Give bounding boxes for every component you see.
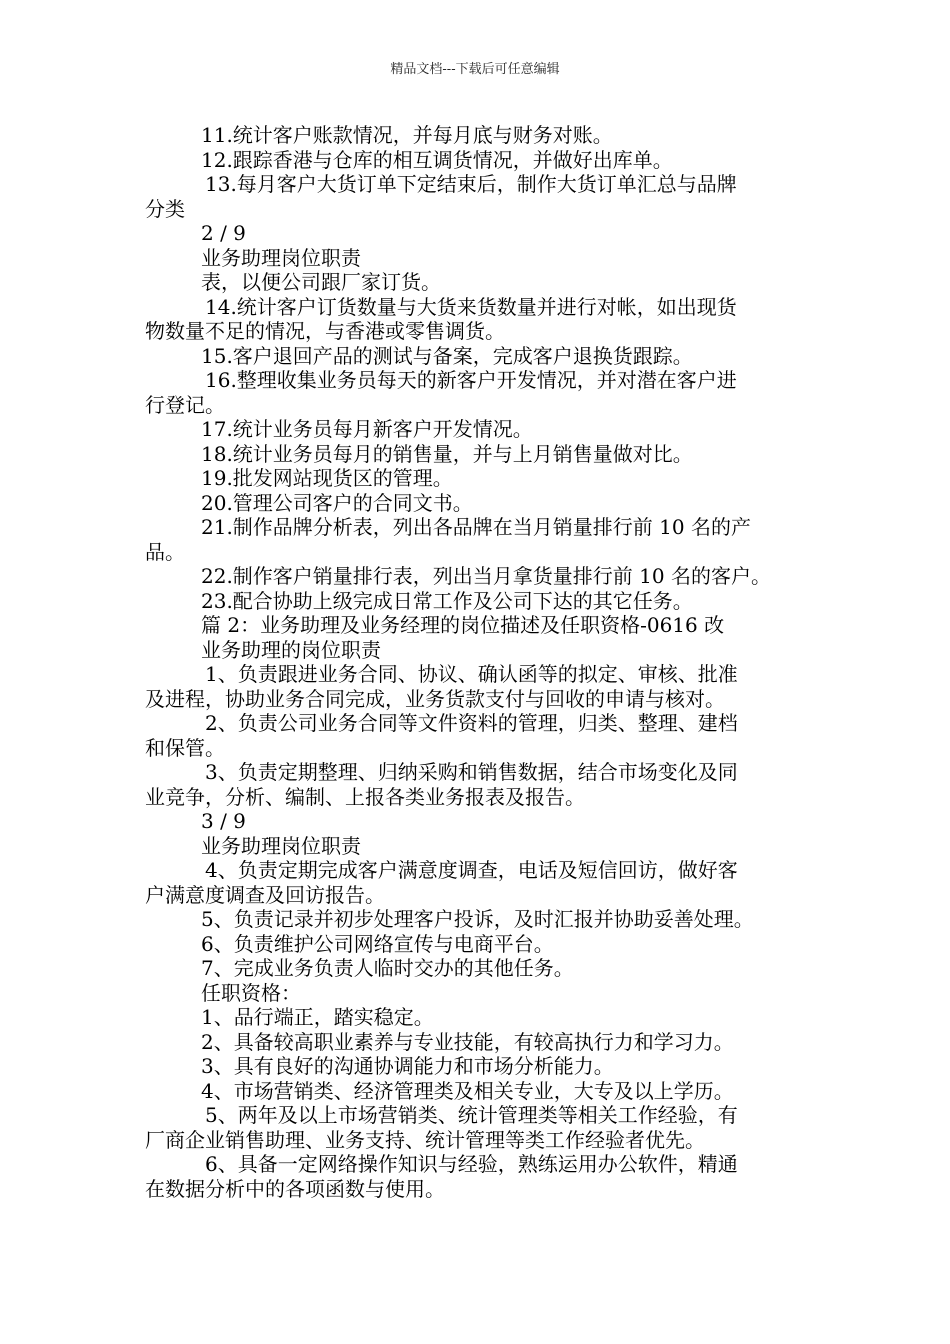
text-line: 厂商企业销售助理、业务支持、统计管理等类工作经验者优先。	[145, 1127, 705, 1152]
text-line: 3、具有良好的沟通协调能力和市场分析能力。	[201, 1054, 614, 1078]
text-line: 22.制作客户销量排行表，列出当月拿货量排行前 10 名的客户。	[201, 564, 771, 588]
text-line: 13.每月客户大货订单下定结束后，制作大货订单汇总与品牌	[205, 172, 737, 196]
text-line: 15.客户退回产品的测试与备案，完成客户退换货跟踪。	[201, 343, 693, 368]
text-line: 2、具备较高职业素养与专业技能，有较高执行力和学习力。	[201, 1029, 734, 1054]
text-line: 14.统计客户订货数量与大货来货数量并进行对帐，如出现货	[205, 294, 737, 319]
text-line: 18.统计业务员每月的销售量，并与上月销售量做对比。	[201, 441, 693, 466]
text-line: 16.整理收集业务员每天的新客户开发情况，并对潜在客户进	[205, 368, 737, 392]
text-line: 7、完成业务负责人临时交办的其他任务。	[201, 956, 574, 980]
text-line: 6、具备一定网络操作知识与经验，熟练运用办公软件，精通	[205, 1152, 738, 1176]
text-line: 23.配合协助上级完成日常工作及公司下达的其它任务。	[201, 588, 693, 613]
text-line: 任职资格：	[201, 980, 301, 1005]
text-line: 行登记。	[145, 392, 225, 417]
text-line: 1、品行端正，踏实稳定。	[201, 1005, 434, 1029]
text-line: 在数据分析中的各项函数与使用。	[145, 1176, 445, 1201]
text-line: 3、负责定期整理、归纳采购和销售数据，结合市场变化及同	[205, 760, 738, 784]
text-line: 2 / 9	[201, 221, 246, 245]
text-line: 21.制作品牌分析表，列出各品牌在当月销量排行前 10 名的产	[201, 515, 751, 539]
text-line: 19.批发网站现货区的管理。	[201, 466, 453, 490]
text-line: 11.统计客户账款情况，并每月底与财务对账。	[201, 123, 613, 147]
text-line: 户满意度调查及回访报告。	[145, 882, 385, 907]
page-header: 精品文档---下载后可任意编辑	[390, 62, 560, 77]
text-line: 5、两年及以上市场营销类、统计管理类等相关工作经验，有	[205, 1103, 738, 1127]
text-line: 表，以便公司跟厂家订货。	[201, 270, 441, 294]
text-line: 20.管理公司客户的合同文书。	[201, 490, 473, 515]
text-line: 和保管。	[145, 735, 225, 760]
text-line: 业务助理岗位职责	[201, 245, 361, 270]
text-line: 业竞争，分析、编制、上报各类业务报表及报告。	[145, 784, 585, 809]
text-line: 业务助理岗位职责	[201, 833, 361, 858]
text-line: 2、负责公司业务合同等文件资料的管理，归类、整理、建档	[205, 711, 738, 735]
text-line: 篇 2：业务助理及业务经理的岗位描述及任职资格-0616 改	[201, 613, 725, 637]
text-line: 1、负责跟进业务合同、协议、确认函等的拟定、审核、批准	[205, 662, 738, 686]
text-line: 品。	[145, 539, 185, 564]
text-line: 业务助理的岗位职责	[201, 637, 381, 662]
text-line: 6、负责维护公司网络宣传与电商平台。	[201, 931, 554, 956]
text-line: 分类	[145, 196, 185, 221]
text-line: 4、负责定期完成客户满意度调查，电话及短信回访，做好客	[205, 858, 738, 882]
text-line: 12.跟踪香港与仓库的相互调货情况，并做好出库单。	[201, 147, 673, 172]
text-line: 17.统计业务员每月新客户开发情况。	[201, 417, 533, 441]
text-line: 5、负责记录并初步处理客户投诉，及时汇报并协助妥善处理。	[201, 907, 754, 931]
text-line: 及进程，协助业务合同完成，业务货款支付与回收的申请与核对。	[145, 686, 725, 711]
text-line: 3 / 9	[201, 809, 246, 833]
text-line: 物数量不足的情况，与香港或零售调货。	[145, 319, 505, 343]
document-body	[145, 123, 815, 1201]
text-line: 4、市场营销类、经济管理类及相关专业，大专及以上学历。	[201, 1078, 734, 1103]
